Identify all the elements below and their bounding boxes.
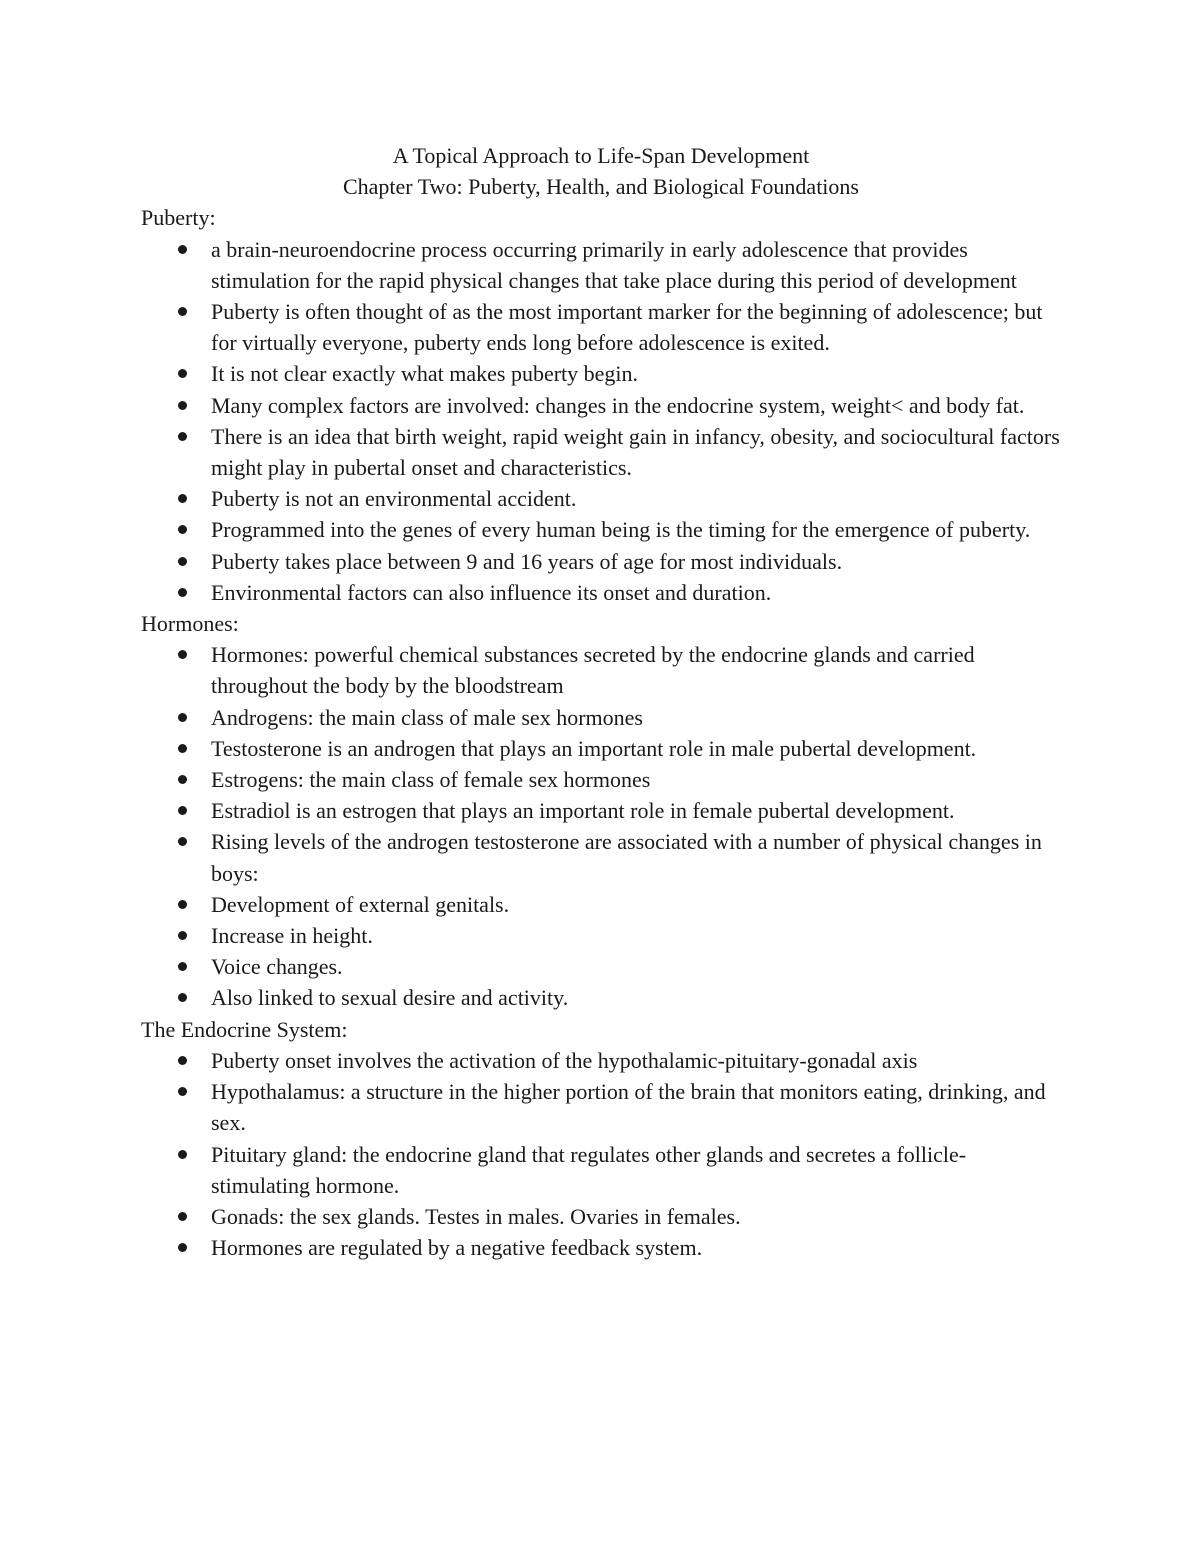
list-item	[141, 1139, 1061, 1201]
bullet-dot-icon	[178, 494, 187, 503]
bullet-dot-icon	[178, 1212, 187, 1221]
bullet-dot-icon	[178, 837, 187, 846]
list-item-text: There is an idea that birth weight, rapid weight gain in infancy, obesity, and sociocultural factors might play in pubertal onset and characteristics.	[211, 423, 1060, 481]
list-item-text: Gonads: the sex glands. Testes in males. Ovaries in females.	[211, 1203, 741, 1229]
list-item-text: Also linked to sexual desire and activity.	[211, 985, 569, 1011]
list-item	[141, 390, 1061, 421]
list-item	[141, 234, 1061, 296]
list-item-text: Voice changes.	[211, 954, 343, 980]
list-item	[141, 733, 1061, 764]
bullet-dot-icon	[178, 962, 187, 971]
list-item	[141, 1232, 1061, 1263]
list-item-text: Puberty is often thought of as the most important marker for the beginning of adolescence; but for virtually everyone, puberty ends long before adolescence is exited.	[211, 299, 1043, 356]
list-item-text: Hormones are regulated by a negative feedback system.	[211, 1235, 703, 1261]
list-item	[141, 358, 1061, 389]
list-item-text: Testosterone is an androgen that plays an important role in male pubertal development.	[211, 735, 977, 761]
list-item-text: Increase in height.	[211, 923, 373, 949]
list-item-text: Estradiol is an estrogen that plays an important role in female pubertal development.	[211, 798, 955, 824]
list-item	[141, 982, 1061, 1013]
list-item-text: Many complex factors are involved: changes in the endocrine system, weight< and body fat.	[211, 392, 1025, 418]
list-item-text: Androgens: the main class of male sex hormones	[211, 704, 643, 730]
bullet-dot-icon	[178, 1087, 187, 1096]
section-endocrine-system	[141, 1014, 1061, 1264]
bullet-dot-icon	[178, 245, 187, 254]
list-item	[141, 826, 1061, 888]
section-heading: Hormones:	[141, 611, 239, 637]
list-item	[141, 1076, 1061, 1138]
list-item	[141, 421, 1061, 483]
list-item	[141, 546, 1061, 577]
bullet-list	[141, 1045, 1061, 1263]
list-item	[141, 514, 1061, 545]
bullet-list	[141, 234, 1061, 608]
bullet-dot-icon	[178, 713, 187, 722]
list-item	[141, 296, 1061, 358]
list-item	[141, 639, 1061, 701]
list-item	[141, 920, 1061, 951]
list-item-text: Hypothalamus: a structure in the higher portion of the brain that monitors eating, drinking, and sex.	[211, 1079, 1046, 1136]
document-sections	[141, 202, 1061, 1263]
section-heading: The Endocrine System:	[141, 1016, 348, 1042]
list-item	[141, 577, 1061, 608]
bullet-dot-icon	[178, 1243, 187, 1252]
bullet-dot-icon	[178, 744, 187, 753]
bullet-dot-icon	[178, 432, 187, 441]
bullet-dot-icon	[178, 806, 187, 815]
list-item-text: Development of external genitals.	[211, 891, 510, 917]
list-item	[141, 1201, 1061, 1232]
document-content	[141, 140, 1061, 1263]
bullet-dot-icon	[178, 900, 187, 909]
list-item	[141, 483, 1061, 514]
list-item-text: Rising levels of the androgen testosterone are associated with a number of physical changes in boys:	[211, 829, 1042, 886]
list-item	[141, 702, 1061, 733]
bullet-dot-icon	[178, 993, 187, 1002]
list-item	[141, 889, 1061, 920]
document-title: A Topical Approach to Life-Span Development	[392, 143, 810, 168]
list-item-text: a brain-neuroendocrine process occurring primarily in early adolescence that provides stimulation for the rapid physical changes that take place during this period of development	[211, 236, 1017, 293]
list-item-text: It is not clear exactly what makes puberty begin.	[211, 361, 639, 387]
bullet-dot-icon	[178, 401, 187, 410]
list-item	[141, 1045, 1061, 1076]
section-puberty	[141, 202, 1061, 608]
bullet-dot-icon	[178, 307, 187, 316]
bullet-dot-icon	[178, 1056, 187, 1065]
bullet-list	[141, 639, 1061, 1013]
bullet-dot-icon	[178, 525, 187, 534]
section-heading: Puberty:	[141, 205, 216, 231]
list-item-text: Puberty onset involves the activation of the hypothalamic-pituitary-gonadal axis	[211, 1047, 918, 1073]
list-item	[141, 795, 1061, 826]
list-item-text: Hormones: powerful chemical substances secreted by the endocrine glands and carried throughout the body by the bloodstream	[211, 642, 975, 699]
list-item-text: Environmental factors can also influence its onset and duration.	[211, 579, 772, 605]
section-hormones	[141, 608, 1061, 1014]
list-item	[141, 764, 1061, 795]
bullet-dot-icon	[178, 369, 187, 378]
bullet-dot-icon	[178, 1150, 187, 1159]
bullet-dot-icon	[178, 588, 187, 597]
list-item-text: Programmed into the genes of every human being is the timing for the emergence of puberty.	[211, 517, 1031, 543]
bullet-dot-icon	[178, 775, 187, 784]
list-item	[141, 951, 1061, 982]
list-item-text: Puberty is not an environmental accident.	[211, 486, 577, 512]
bullet-dot-icon	[178, 557, 187, 566]
bullet-dot-icon	[178, 931, 187, 940]
list-item-text: Puberty takes place between 9 and 16 years of age for most individuals.	[211, 548, 843, 574]
bullet-dot-icon	[178, 650, 187, 659]
list-item-text: Pituitary gland: the endocrine gland that regulates other glands and secretes a follicle-stimulating hormone.	[211, 1141, 967, 1198]
list-item-text: Estrogens: the main class of female sex hormones	[211, 767, 651, 793]
document-subtitle: Chapter Two: Puberty, Health, and Biological Foundations	[342, 174, 859, 200]
